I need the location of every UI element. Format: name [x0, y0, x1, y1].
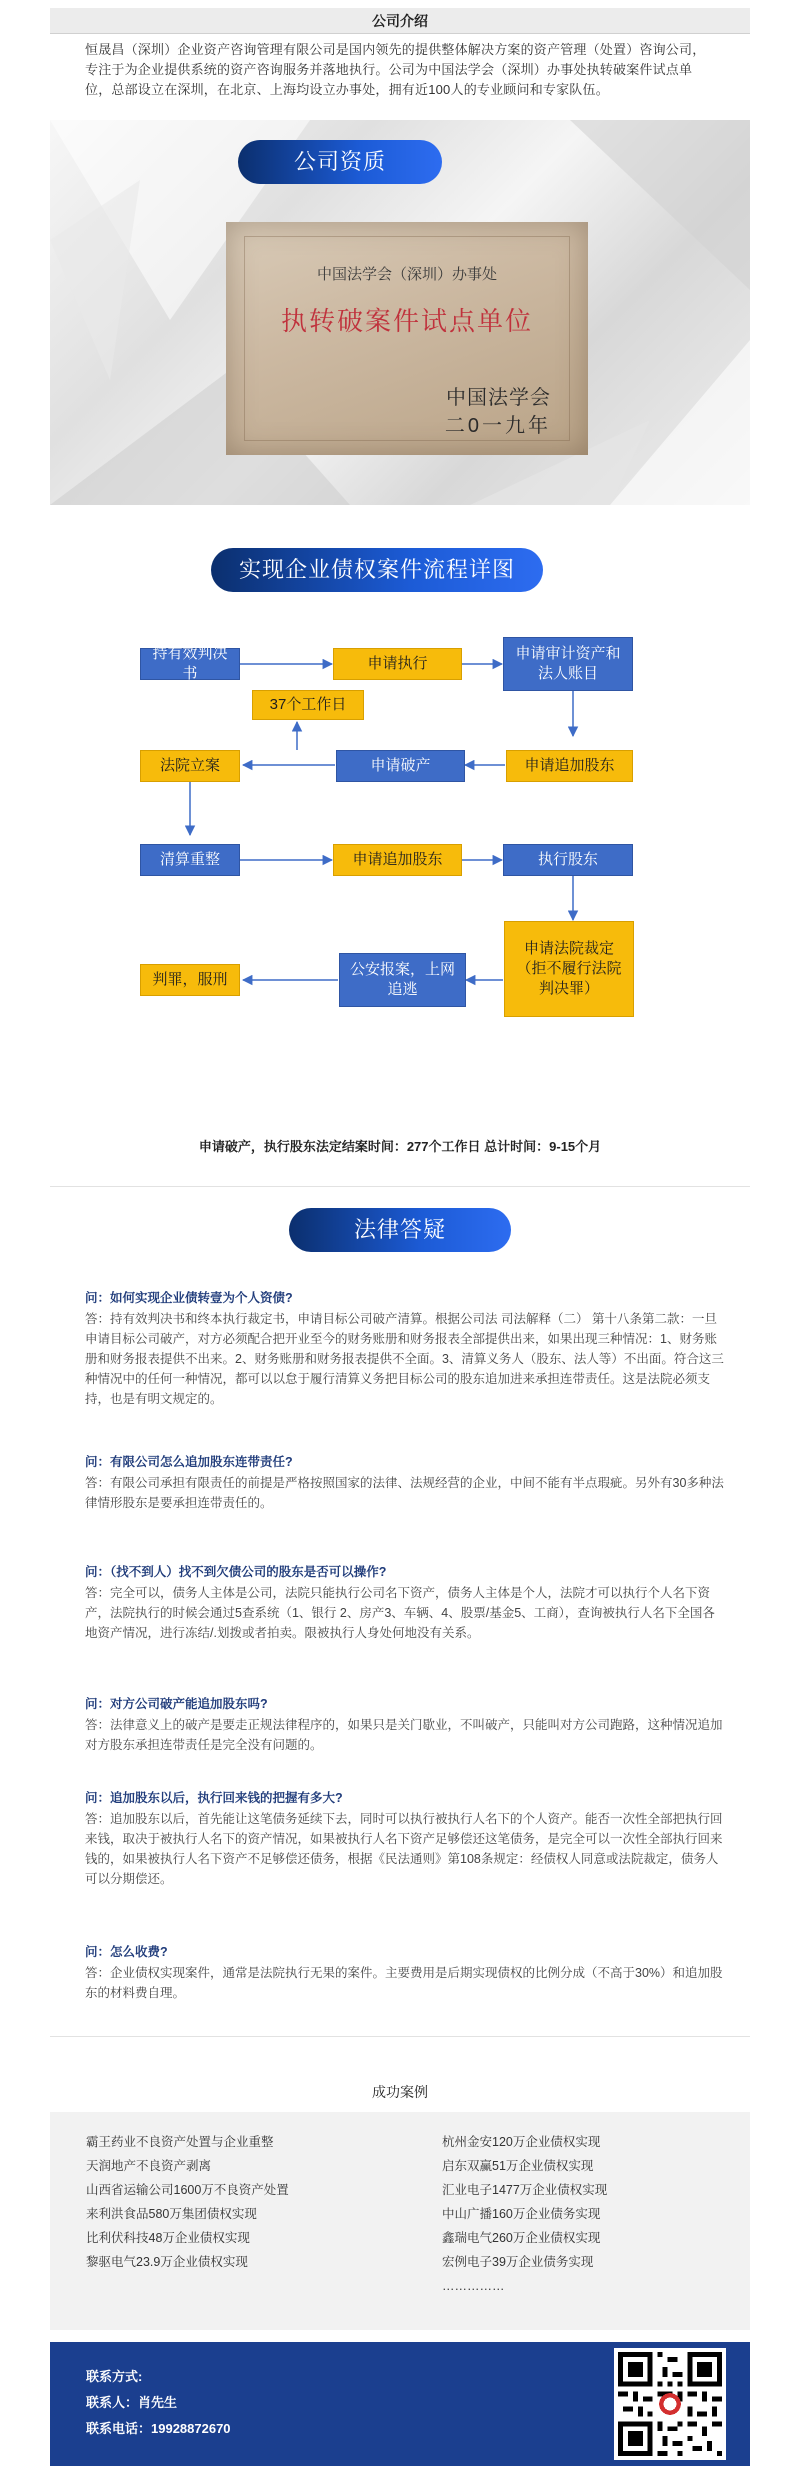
flow-box-police-report: 公安报案，上网追逃 — [339, 953, 466, 1007]
case-item: 黎驱电气23.9万企业债权实现 — [86, 2255, 248, 2269]
intro-title: 公司介绍 — [50, 8, 750, 34]
case-item: 启东双赢51万企业债权实现 — [442, 2159, 594, 2173]
intro-text: 恒晟昌（深圳）企业资产咨询管理有限公司是国内领先的提供整体解决方案的资产管理（处置）咨询公司，专注于为企业提供系统的资产咨询服务并落地执行。公司为中国法学会（深圳）办事处执转破案件试点单位，总部设立在深圳，在北京、上海均设立办事处，拥有近100人的专业顾问和专家队伍。 — [85, 42, 706, 97]
case-item-more: …………… — [442, 2279, 505, 2293]
case-item: 天润地产不良资产剥离 — [86, 2159, 212, 2173]
qa-answer-4: 答：法律意义上的破产是要走正规法律程序的，如果只是关门歇业，不叫破产，只能叫对方公司跑路，这种情况追加对方股东承担连带责任是完全没有问题的。 — [85, 1718, 723, 1752]
qualification-title: 公司资质 — [238, 140, 442, 184]
qa-answer-1: 答：持有效判决书和终本执行裁定书，申请目标公司破产清算。根据公司法 司法解释（二） 第十八条第二款：一旦申请目标公司破产，对方必须配合把开业至今的财务账册和财务报表全部提供出来，如果出现三种情况：1、财务账册和财务报表提供不出来。2、财务账册和财务报表提供不全面。3、清算义务人（股东、法人等）不出面。符合这三种情况中的任何一种情况，都可以以怠于履行清算义务把目标公司的股东追加进来承担连带责任。这是法院必须支持，也是有明文规定的。 — [85, 1312, 724, 1406]
contact-info — [86, 2364, 231, 2442]
cases-section — [50, 2040, 750, 2330]
flow-box-add-shareholder-1: 申请追加股东 — [506, 750, 633, 782]
qa-item-1 — [85, 1288, 725, 1409]
qa-answer-6: 答：企业债权实现案件，通常是法院执行无果的案件。主要费用是后期实现债权的比例分成（不高于30%）和追加股东的材料费自理。 — [85, 1966, 723, 2000]
qa-question-6: 问：怎么收费? — [85, 1945, 168, 1959]
flow-box-liquidation: 清算重整 — [140, 844, 240, 876]
qa-item-3 — [85, 1562, 725, 1643]
contact-phone[interactable]: 联系电话：19928872670 — [86, 2421, 231, 2436]
section-divider-2 — [50, 2036, 750, 2037]
qa-question-3: 问：（找不到人）找不到欠债公司的股东是否可以操作? — [85, 1565, 387, 1579]
flow-box-apply-bankruptcy: 申请破产 — [336, 750, 465, 782]
contact-section — [50, 2342, 750, 2466]
qa-item-6 — [85, 1942, 725, 2003]
flow-section — [50, 540, 750, 1180]
qa-question-5: 问：追加股东以后，执行回来钱的把握有多大? — [85, 1791, 343, 1805]
flow-title: 实现企业债权案件流程详图 — [211, 548, 543, 592]
flow-footer-summary: 申请破产，执行股东法定结案时间：277个工作日 总计时间：9-15个月 — [198, 1139, 602, 1154]
flow-box-court-ruling: 申请法院裁定（拒不履行法院判决罪） — [504, 921, 634, 1017]
qr-code-graphic — [618, 2352, 722, 2456]
qualification-section — [50, 120, 750, 505]
flow-box-sentence: 判罪，服刑 — [140, 964, 240, 996]
qa-answer-3: 答：完全可以，债务人主体是公司，法院只能执行公司名下资产，债务人主体是个人，法院才可以执行个人名下资产，法院执行的时候会通过5查系统（1、银行 2、房产3、车辆、4、股票/基金5、工商），查询被执行人名下全国各地资产情况，进行冻结/.划拨或者拍卖。限被执行人身处何地没有关系。 — [85, 1586, 715, 1640]
plaque-top-text: 中国法学会（深圳）办事处 — [316, 266, 497, 283]
plaque-org-text: 中国法学会 — [446, 387, 551, 409]
flow-box-judgment: 持有效判决书 — [140, 648, 240, 680]
qa-answer-5: 答：追加股东以后，首先能让这笔债务延续下去，同时可以执行被执行人名下的个人资产。能否一次性全部把执行回来钱，取决于被执行人名下的资产情况，如果被执行人名下资产足够偿还这笔债务，是完全可以一次性全部执行回来钱的，如果被执行人名下资产不足够偿还债务，根据《民法通则》第108条规定：经债权人同意或法院裁定，债务人可以分期偿还。 — [85, 1812, 723, 1886]
certificate-plaque — [226, 222, 588, 455]
contact-title: 联系方式: — [86, 2369, 143, 2384]
contact-person: 联系人：肖先生 — [86, 2395, 178, 2410]
cases-list-box — [50, 2112, 750, 2330]
flow-box-court-filing: 法院立案 — [140, 750, 240, 782]
qa-item-5 — [85, 1788, 725, 1889]
case-item: 中山广播160万企业债务实现 — [442, 2207, 601, 2221]
case-item: 宏例电子39万企业债务实现 — [442, 2255, 594, 2269]
case-item: 来利洪食品580万集团债权实现 — [86, 2207, 257, 2221]
case-item: 鑫瑞电气260万企业债权实现 — [442, 2231, 601, 2245]
case-item: 汇业电子1477万企业债权实现 — [442, 2183, 608, 2197]
section-divider — [50, 1186, 750, 1187]
flow-box-apply-execution: 申请执行 — [333, 648, 462, 680]
flow-box-audit-assets: 申请审计资产和法人账目 — [503, 637, 633, 691]
qa-item-2 — [85, 1452, 725, 1513]
qa-answer-2: 答：有限公司承担有限责任的前提是严格按照国家的法律、法规经营的企业，中间不能有半点瑕疵。另外有30多种法律情形股东是要承担连带责任的。 — [85, 1476, 724, 1510]
qa-question-4: 问：对方公司破产能追加股东吗? — [85, 1697, 268, 1711]
cases-left-column — [86, 2130, 289, 2274]
cases-right-column — [442, 2130, 607, 2298]
case-item: 山西省运输公司1600万不良资产处置 — [86, 2183, 289, 2197]
qa-question-1: 问：如何实现企业债转壹为个人资债? — [85, 1291, 293, 1305]
qr-code-icon[interactable] — [614, 2348, 726, 2460]
plaque-main-text: 执转破案件试点单位 — [280, 306, 533, 336]
flow-box-37-days: 37个工作日 — [252, 690, 364, 720]
qa-question-2: 问：有限公司怎么追加股东连带责任? — [85, 1455, 293, 1469]
legal-title: 法律答疑 — [289, 1208, 511, 1252]
case-item: 杭州金安120万企业债权实现 — [442, 2135, 601, 2149]
case-item: 比利伏科技48万企业债权实现 — [86, 2231, 250, 2245]
plaque-year-text: 二0一九年 — [444, 415, 551, 437]
cases-title: 成功案例 — [372, 2084, 428, 2100]
case-item: 霸王药业不良资产处置与企业重整 — [86, 2135, 274, 2149]
qa-item-4 — [85, 1694, 725, 1755]
flow-box-execute-shareholder: 执行股东 — [503, 844, 633, 876]
flow-box-add-shareholder-2: 申请追加股东 — [333, 844, 462, 876]
